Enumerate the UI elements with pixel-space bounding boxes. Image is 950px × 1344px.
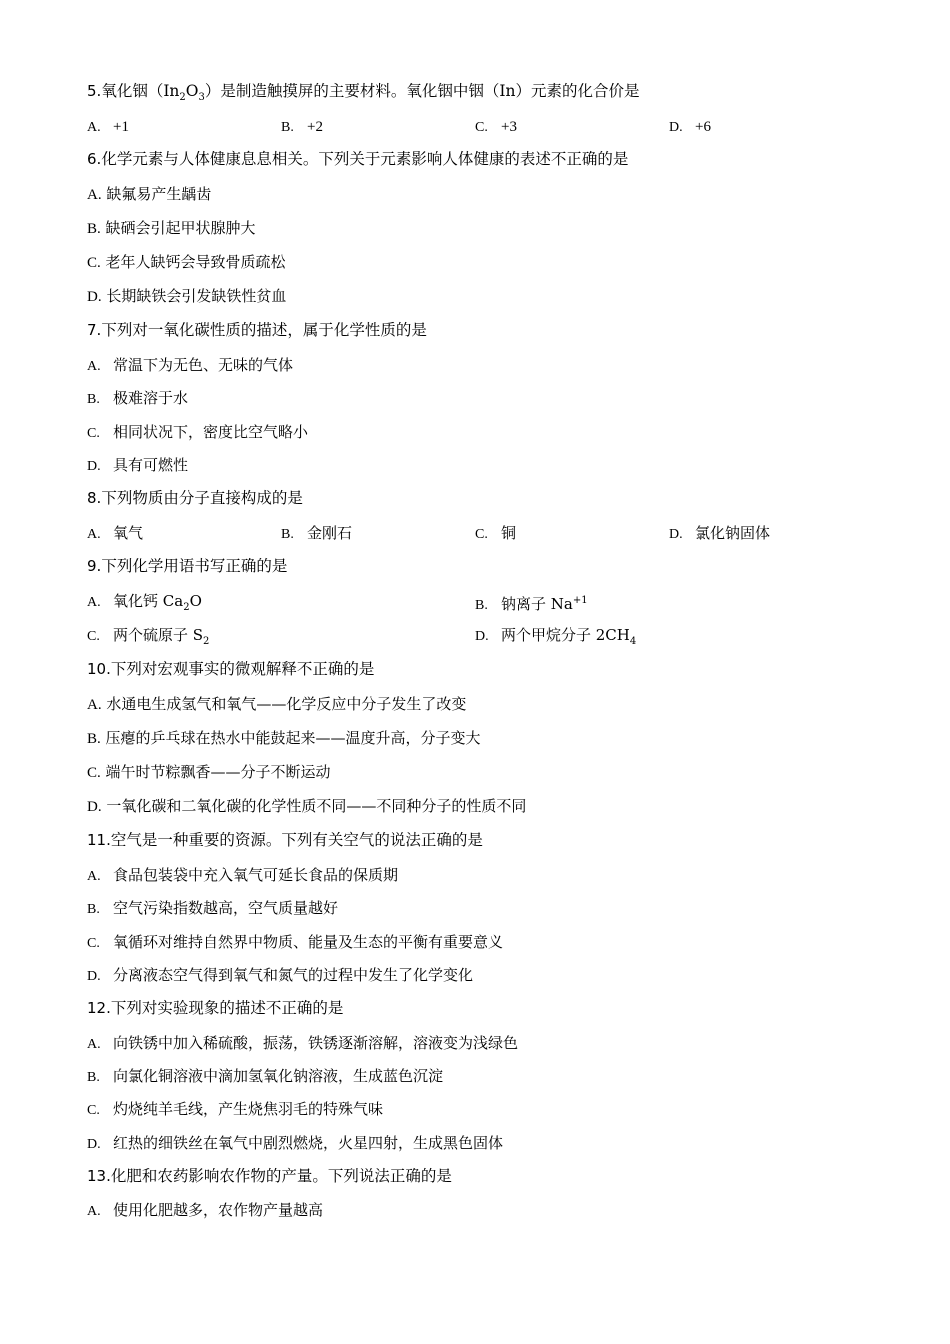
option-label: D.: [87, 969, 101, 984]
option-b: [281, 523, 352, 545]
option-text: 铜: [501, 524, 517, 542]
question-8-stem: [87, 488, 303, 508]
option-label: C.: [87, 765, 101, 781]
option-text: 氧化钙 Ca: [113, 592, 184, 610]
option-label: D.: [87, 459, 101, 474]
stem-text: 下列对宏观事实的微观解释不正确的是: [110, 660, 375, 678]
option-label: A.: [87, 359, 101, 374]
subscript: 4: [629, 636, 637, 647]
option-label: B.: [87, 731, 101, 747]
question-12-stem: [87, 998, 343, 1018]
option-text: 水通电生成氢气和氧气——化学反应中分子发生了改变: [106, 695, 467, 713]
option-label: D.: [87, 1137, 101, 1152]
question-13-stem: [87, 1166, 452, 1186]
question-number: 13.: [87, 1167, 111, 1185]
option-text: +2: [307, 119, 323, 135]
option-b: [87, 1066, 443, 1088]
question-number: 10.: [87, 660, 111, 678]
option-a: [87, 184, 211, 205]
option-label: C.: [87, 426, 100, 441]
option-text: 极难溶于水: [113, 389, 189, 407]
option-label: A.: [87, 1204, 101, 1219]
stem-text: O: [185, 82, 199, 100]
option-c: [87, 762, 331, 783]
option-c: [475, 116, 517, 138]
option-text: 使用化肥越多，农作物产量越高: [113, 1201, 324, 1219]
option-text: 氧气: [113, 524, 144, 542]
option-a: [87, 355, 293, 377]
option-c: [87, 932, 503, 954]
option-a: [87, 865, 398, 887]
option-d: [87, 455, 188, 477]
option-text: 钠离子 Na: [501, 595, 573, 613]
option-b: [87, 388, 188, 410]
option-label: B.: [281, 120, 294, 135]
subscript: 2: [203, 636, 210, 647]
subscript: 2: [183, 602, 190, 613]
option-text: +6: [695, 119, 711, 135]
option-label: D.: [475, 629, 489, 644]
option-text: 具有可燃性: [113, 456, 189, 474]
option-label: D.: [669, 120, 683, 135]
option-text: 分离液态空气得到氧气和氮气的过程中发生了化学变化: [113, 966, 474, 984]
option-label: D.: [87, 799, 102, 815]
option-text: 食品包装袋中充入氧气可延长食品的保质期: [113, 866, 399, 884]
stem-text: 下列对实验现象的描述不正确的是: [110, 999, 344, 1017]
option-a: [87, 1033, 518, 1055]
option-label: B.: [281, 527, 294, 542]
option-text: 缺氟易产生龋齿: [106, 185, 212, 203]
option-text: 金刚石: [307, 524, 353, 542]
option-label: B.: [87, 392, 100, 407]
stem-text: ）是制造触摸屏的主要材料。氧化铟中铟（In）元素的化合价是: [204, 82, 640, 100]
option-label: A.: [87, 187, 102, 203]
option-label: A.: [87, 869, 101, 884]
option-c: [87, 625, 209, 652]
subscript: 3: [198, 92, 205, 104]
question-number: 6.: [87, 150, 102, 168]
stem-text: 下列对一氧化碳性质的描述，属于化学性质的是: [101, 321, 427, 339]
option-text: 一氧化碳和二氧化碳的化学性质不同——不同种分子的性质不同: [106, 797, 527, 815]
option-label: B.: [475, 598, 488, 613]
question-number: 11.: [87, 831, 111, 849]
option-label: C.: [87, 1103, 100, 1118]
option-text: 氧循环对维持自然界中物质、能量及生态的平衡有重要意义: [113, 933, 504, 951]
option-d: [669, 523, 770, 545]
stem-text: 空气是一种重要的资源。下列有关空气的说法正确的是: [110, 831, 483, 849]
question-10-stem: [87, 659, 374, 679]
option-text: 灼烧纯羊毛线，产生烧焦羽毛的特殊气味: [113, 1100, 384, 1118]
option-d: [87, 286, 286, 307]
question-number: 9.: [87, 557, 102, 575]
option-label: A.: [87, 120, 101, 135]
option-b: [87, 218, 256, 239]
option-text: 缺硒会引起甲状腺肿大: [105, 219, 256, 237]
option-text: 压瘪的乒乓球在热水中能鼓起来——温度升高，分子变大: [105, 729, 481, 747]
option-a: [87, 523, 143, 545]
question-11-stem: [87, 830, 483, 850]
option-text: O: [189, 592, 202, 610]
option-text: 两个甲烷分子 2CH: [501, 626, 630, 644]
option-label: D.: [669, 527, 683, 542]
option-label: D.: [87, 289, 102, 305]
option-a: [87, 694, 466, 715]
option-text: 长期缺铁会引发缺铁性贫血: [106, 287, 287, 305]
option-text: 老年人缺钙会导致骨质疏松: [105, 253, 286, 271]
subscript: 2: [179, 92, 186, 104]
option-d: [87, 796, 526, 817]
option-d: [87, 965, 473, 987]
option-label: A.: [87, 527, 101, 542]
option-a: [87, 116, 129, 138]
stem-text: 化肥和农药影响农作物的产量。下列说法正确的是: [110, 1167, 452, 1185]
option-b: [87, 728, 481, 749]
question-number: 7.: [87, 321, 102, 339]
option-text: 氯化钠固体: [695, 524, 771, 542]
option-b: [87, 898, 338, 920]
question-5-stem: [87, 81, 640, 108]
question-6-stem: [87, 149, 628, 169]
option-label: A.: [87, 697, 102, 713]
question-number: 8.: [87, 489, 102, 507]
option-a: [87, 591, 202, 618]
option-text: 向铁锈中加入稀硫酸，振荡，铁锈逐渐溶解，溶液变为浅绿色: [113, 1034, 519, 1052]
option-d: [475, 625, 636, 652]
option-label: A.: [87, 595, 101, 610]
option-text: 端午时节粽飘香——分子不断运动: [105, 763, 331, 781]
option-label: C.: [87, 629, 100, 644]
option-text: +3: [501, 119, 517, 135]
option-label: C.: [475, 527, 488, 542]
option-b: [281, 116, 323, 138]
option-a: [87, 1200, 323, 1222]
option-text: 常温下为无色、无味的气体: [113, 356, 294, 374]
option-label: A.: [87, 1037, 101, 1052]
option-c: [475, 523, 516, 545]
option-label: C.: [87, 936, 100, 951]
option-label: C.: [475, 120, 488, 135]
stem-text: 下列化学用语书写正确的是: [101, 557, 288, 575]
question-number: 12.: [87, 999, 111, 1017]
question-number: 5.: [87, 82, 102, 100]
option-d: [87, 1133, 503, 1155]
option-label: B.: [87, 1070, 100, 1085]
option-c: [87, 422, 308, 444]
option-label: B.: [87, 902, 100, 917]
question-7-stem: [87, 320, 427, 340]
option-text: 两个硫原子 S: [113, 626, 204, 644]
option-text: 向氯化铜溶液中滴加氢氧化钠溶液，生成蓝色沉淀: [113, 1067, 444, 1085]
option-c: [87, 1099, 383, 1121]
option-text: 相同状况下，密度比空气略小: [113, 423, 309, 441]
stem-text: 化学元素与人体健康息息相关。下列关于元素影响人体健康的表述不正确的是: [101, 150, 629, 168]
option-d: [669, 116, 711, 138]
option-label: C.: [87, 255, 101, 271]
superscript: +1: [572, 595, 588, 606]
option-text: 空气污染指数越高，空气质量越好: [113, 899, 339, 917]
option-b: [475, 591, 588, 616]
option-text: +1: [113, 119, 129, 135]
stem-text: 氧化铟（In: [101, 82, 180, 100]
option-c: [87, 252, 286, 273]
question-9-stem: [87, 556, 287, 576]
stem-text: 下列物质由分子直接构成的是: [101, 489, 303, 507]
option-label: B.: [87, 221, 101, 237]
option-text: 红热的细铁丝在氧气中剧烈燃烧，火星四射，生成黑色固体: [113, 1134, 504, 1152]
